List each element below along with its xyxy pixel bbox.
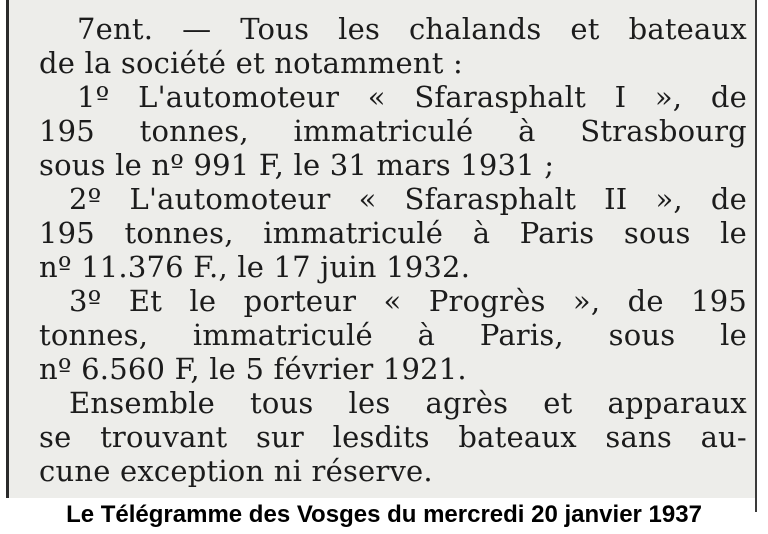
article-line: cune exception ni réserve. [39,454,433,488]
clipping-border-right [755,0,757,512]
article-line: 7ent. — Tous les chalands et bateaux [77,12,747,46]
article-line: nº 6.560 F, le 5 février 1921. [39,352,467,386]
article-line: 2º L'automoteur « Sfarasphalt II », de [69,182,747,216]
article-line: sous le nº 991 F, le 31 mars 1931 ; [39,148,555,182]
source-caption: Le Télégramme des Vosges du mercredi 20 janvier 1937 [66,501,702,528]
article-line: nº 11.376 F., le 17 juin 1932. [39,250,471,284]
article-line: 195 tonnes, immatriculé à Strasbourg [39,114,747,148]
clipping-paper [9,0,755,498]
article-line: 3º Et le porteur « Progrès », de 195 [69,284,747,318]
article-line: Ensemble tous les agrès et apparaux [69,386,747,420]
article-line: 1º L'automoteur « Sfarasphalt I », de [77,80,747,114]
article-line: tonnes, immatriculé à Paris, sous le [39,318,747,352]
article-line: de la société et notamment : [39,46,463,80]
article-text [39,12,747,488]
clipping-border-left [6,0,9,498]
article-line: se trouvant sur lesdits bateaux sans au- [39,420,747,454]
article-line: 195 tonnes, immatriculé à Paris sous le [39,216,747,250]
